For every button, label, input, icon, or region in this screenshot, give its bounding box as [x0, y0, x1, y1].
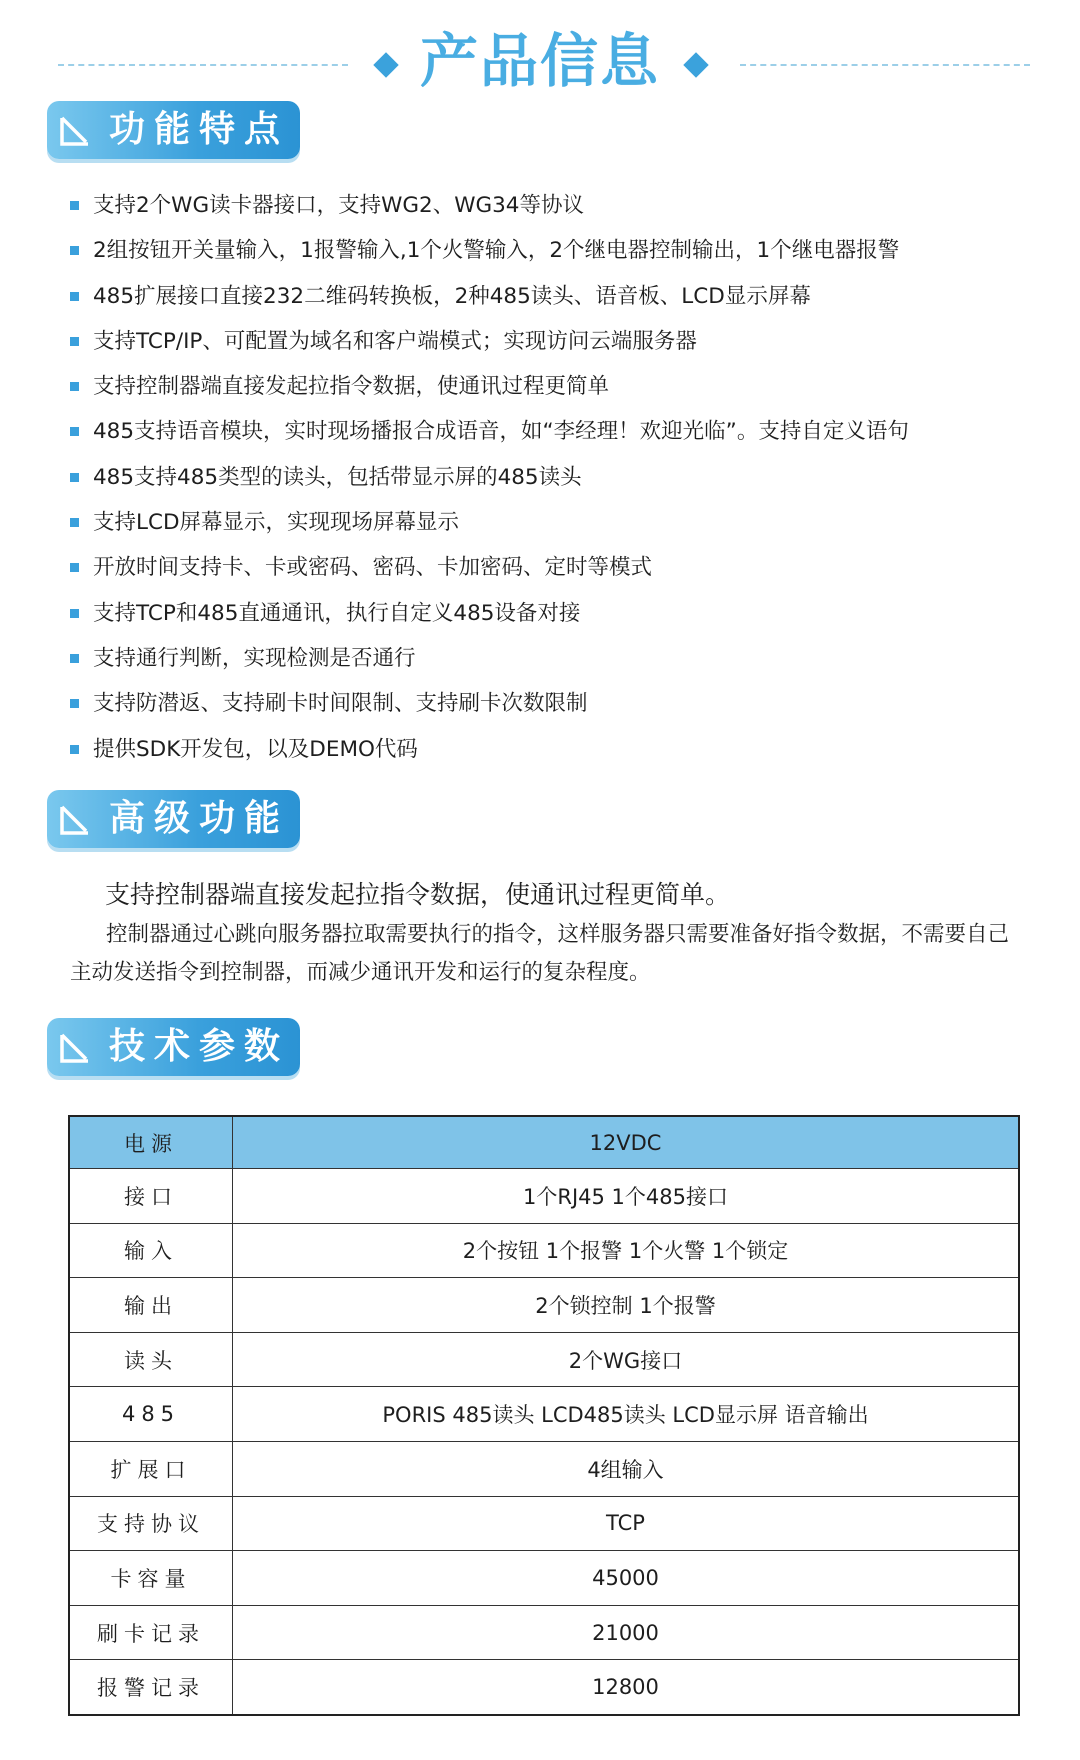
table-row	[69, 1551, 1019, 1606]
diamond-icon	[683, 52, 708, 77]
list-item: 支持TCP和485直通通讯，执行自定义485设备对接	[70, 591, 1030, 636]
spec-value: 4组输入	[233, 1441, 1020, 1496]
square-bullet-icon	[70, 337, 79, 346]
feature-list	[70, 183, 1030, 772]
spec-key: 485	[69, 1387, 233, 1442]
spec-value: 12800	[233, 1660, 1020, 1715]
right-dashed-divider	[740, 64, 1030, 66]
spec-key: 接口	[69, 1169, 233, 1224]
list-item: 485支持485类型的读头，包括带显示屏的485读头	[70, 455, 1030, 500]
spec-key: 卡容量	[69, 1551, 233, 1606]
arrow-down-right-icon	[59, 1030, 93, 1064]
square-bullet-icon	[70, 382, 79, 391]
spec-value: 2个WG接口	[233, 1332, 1020, 1387]
list-item: 支持防潜返、支持刷卡时间限制、支持刷卡次数限制	[70, 681, 1030, 726]
left-dashed-divider	[58, 64, 348, 66]
table-row	[69, 1605, 1019, 1660]
table-row	[69, 1496, 1019, 1551]
spec-key: 扩展口	[69, 1441, 233, 1496]
table-row	[69, 1169, 1019, 1224]
list-item: 2组按钮开关量输入，1报警输入,1个火警输入，2个继电器控制输出，1个继电器报警	[70, 228, 1030, 273]
list-item: 开放时间支持卡、卡或密码、密码、卡加密码、定时等模式	[70, 545, 1030, 590]
list-item: 支持2个WG读卡器接口，支持WG2、WG34等协议	[70, 183, 1030, 228]
advanced-body-text: 控制器通过心跳向服务器拉取需要执行的指令，这样服务器只需要准备好指令数据，不需要自己主动发送指令到控制器，而减少通讯开发和运行的复杂程度。	[70, 922, 1010, 985]
square-bullet-icon	[70, 518, 79, 527]
table-row	[69, 1116, 1019, 1169]
spec-value: 12VDC	[233, 1116, 1020, 1169]
square-bullet-icon	[70, 246, 79, 255]
specs-section-header	[47, 1018, 300, 1076]
table-row	[69, 1223, 1019, 1278]
list-item: 提供SDK开发包，以及DEMO代码	[70, 727, 1030, 772]
spec-key: 输入	[69, 1223, 233, 1278]
list-item: 485扩展接口直接232二维码转换板，2种485读头、语音板、LCD显示屏幕	[70, 274, 1030, 319]
square-bullet-icon	[70, 201, 79, 210]
advanced-lead-text: 支持控制器端直接发起拉指令数据，使通讯过程更简单。	[105, 880, 731, 909]
square-bullet-icon	[70, 654, 79, 663]
list-item: 支持控制器端直接发起拉指令数据，使通讯过程更简单	[70, 364, 1030, 409]
spec-key: 报警记录	[69, 1660, 233, 1715]
spec-value: 2个锁控制 1个报警	[233, 1278, 1020, 1333]
spec-value: 45000	[233, 1551, 1020, 1606]
specs-section-title: 技术参数	[109, 1026, 290, 1067]
features-section-header	[47, 101, 300, 159]
list-item: 支持通行判断，实现检测是否通行	[70, 636, 1030, 681]
square-bullet-icon	[70, 473, 79, 482]
arrow-down-right-icon	[59, 802, 93, 836]
features-section-title: 功能特点	[109, 109, 290, 150]
list-item: 支持LCD屏幕显示，实现现场屏幕显示	[70, 500, 1030, 545]
spec-value: 21000	[233, 1605, 1020, 1660]
specs-table	[68, 1115, 1020, 1716]
spec-value: TCP	[233, 1496, 1020, 1551]
spec-value: PORIS 485读头 LCD485读头 LCD显示屏 语音输出	[233, 1387, 1020, 1442]
square-bullet-icon	[70, 609, 79, 618]
square-bullet-icon	[70, 427, 79, 436]
spec-key: 读头	[69, 1332, 233, 1387]
arrow-down-right-icon	[59, 113, 93, 147]
spec-key: 输出	[69, 1278, 233, 1333]
spec-value: 1个RJ45 1个485接口	[233, 1169, 1020, 1224]
spec-key: 支持协议	[69, 1496, 233, 1551]
table-row	[69, 1660, 1019, 1715]
square-bullet-icon	[70, 563, 79, 572]
list-item: 支持TCP/IP、可配置为域名和客户端模式；实现访问云端服务器	[70, 319, 1030, 364]
table-row	[69, 1332, 1019, 1387]
page-title-row	[0, 18, 1080, 108]
square-bullet-icon	[70, 699, 79, 708]
page-title: 产品信息	[420, 27, 661, 95]
advanced-section-header	[47, 790, 300, 848]
spec-key: 电源	[69, 1116, 233, 1169]
advanced-section-title: 高级功能	[109, 798, 290, 839]
diamond-icon	[373, 52, 398, 77]
table-row	[69, 1387, 1019, 1442]
table-row	[69, 1278, 1019, 1333]
square-bullet-icon	[70, 745, 79, 754]
spec-key: 刷卡记录	[69, 1605, 233, 1660]
table-row	[69, 1441, 1019, 1496]
list-item: 485支持语音模块，实时现场播报合成语音，如“李经理！欢迎光临”。支持自定义语句	[70, 409, 1030, 454]
spec-value: 2个按钮 1个报警 1个火警 1个锁定	[233, 1223, 1020, 1278]
square-bullet-icon	[70, 292, 79, 301]
